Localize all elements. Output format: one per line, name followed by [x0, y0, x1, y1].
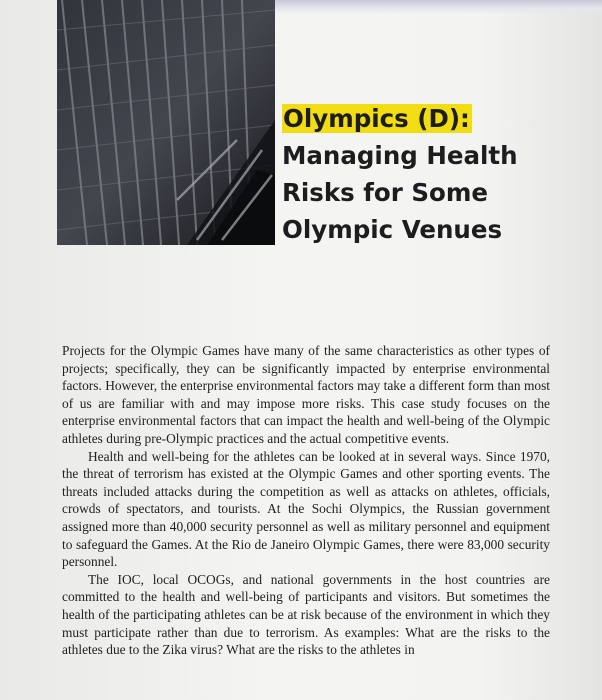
title-line: Risks for Some: [282, 178, 488, 207]
paragraph: Projects for the Olympic Games have many of the same characteristics as other types of projects; specifically, they can be significantly impacted by enterprise environmental factors. However, the enterprise environmental factors may take a different form than most of us are familiar with and may impose more risks. This case study focuses on the enterprise environmental factors that can impact the health and well-being of the Olympic athletes during pre-Olympic practices and the actual competitive events.: [62, 343, 550, 446]
title-line-highlighted: Olympics (D):: [283, 104, 470, 133]
screen-glare: [270, 0, 602, 14]
title-line: Olympic Venues: [282, 215, 503, 244]
case-study-title: [282, 100, 522, 248]
body-text: [62, 342, 550, 659]
paragraph: The IOC, local OCOGs, and national governments in the host countries are committed to the health and well-being of participants and visitors. But sometimes the health of the participating athletes can be at risk because of the environment in which they must participate rather than due to terrorism. As examples: What are the risks to the athletes due to the Zika virus? What are the risks to the athletes in: [62, 571, 550, 658]
title-line: Managing Health: [282, 141, 518, 170]
cover-photo: [57, 0, 275, 245]
stadium-structure-image: [57, 0, 275, 245]
paragraph: Health and well-being for the athletes can be looked at in several ways. Since 1970, the threat of terrorism has existed at the Olympic Games and other sporting events. The threats included attacks during the competition as well as attacks on athletes, officials, crowds of spectators, and tourists. At the Sochi Olympics, the Russian government assigned more than 40,000 security personnel as well as military personnel and equipment to safeguard the Games. At the Rio de Janeiro Olympic Games, there were 83,000 security personnel.: [62, 448, 550, 570]
